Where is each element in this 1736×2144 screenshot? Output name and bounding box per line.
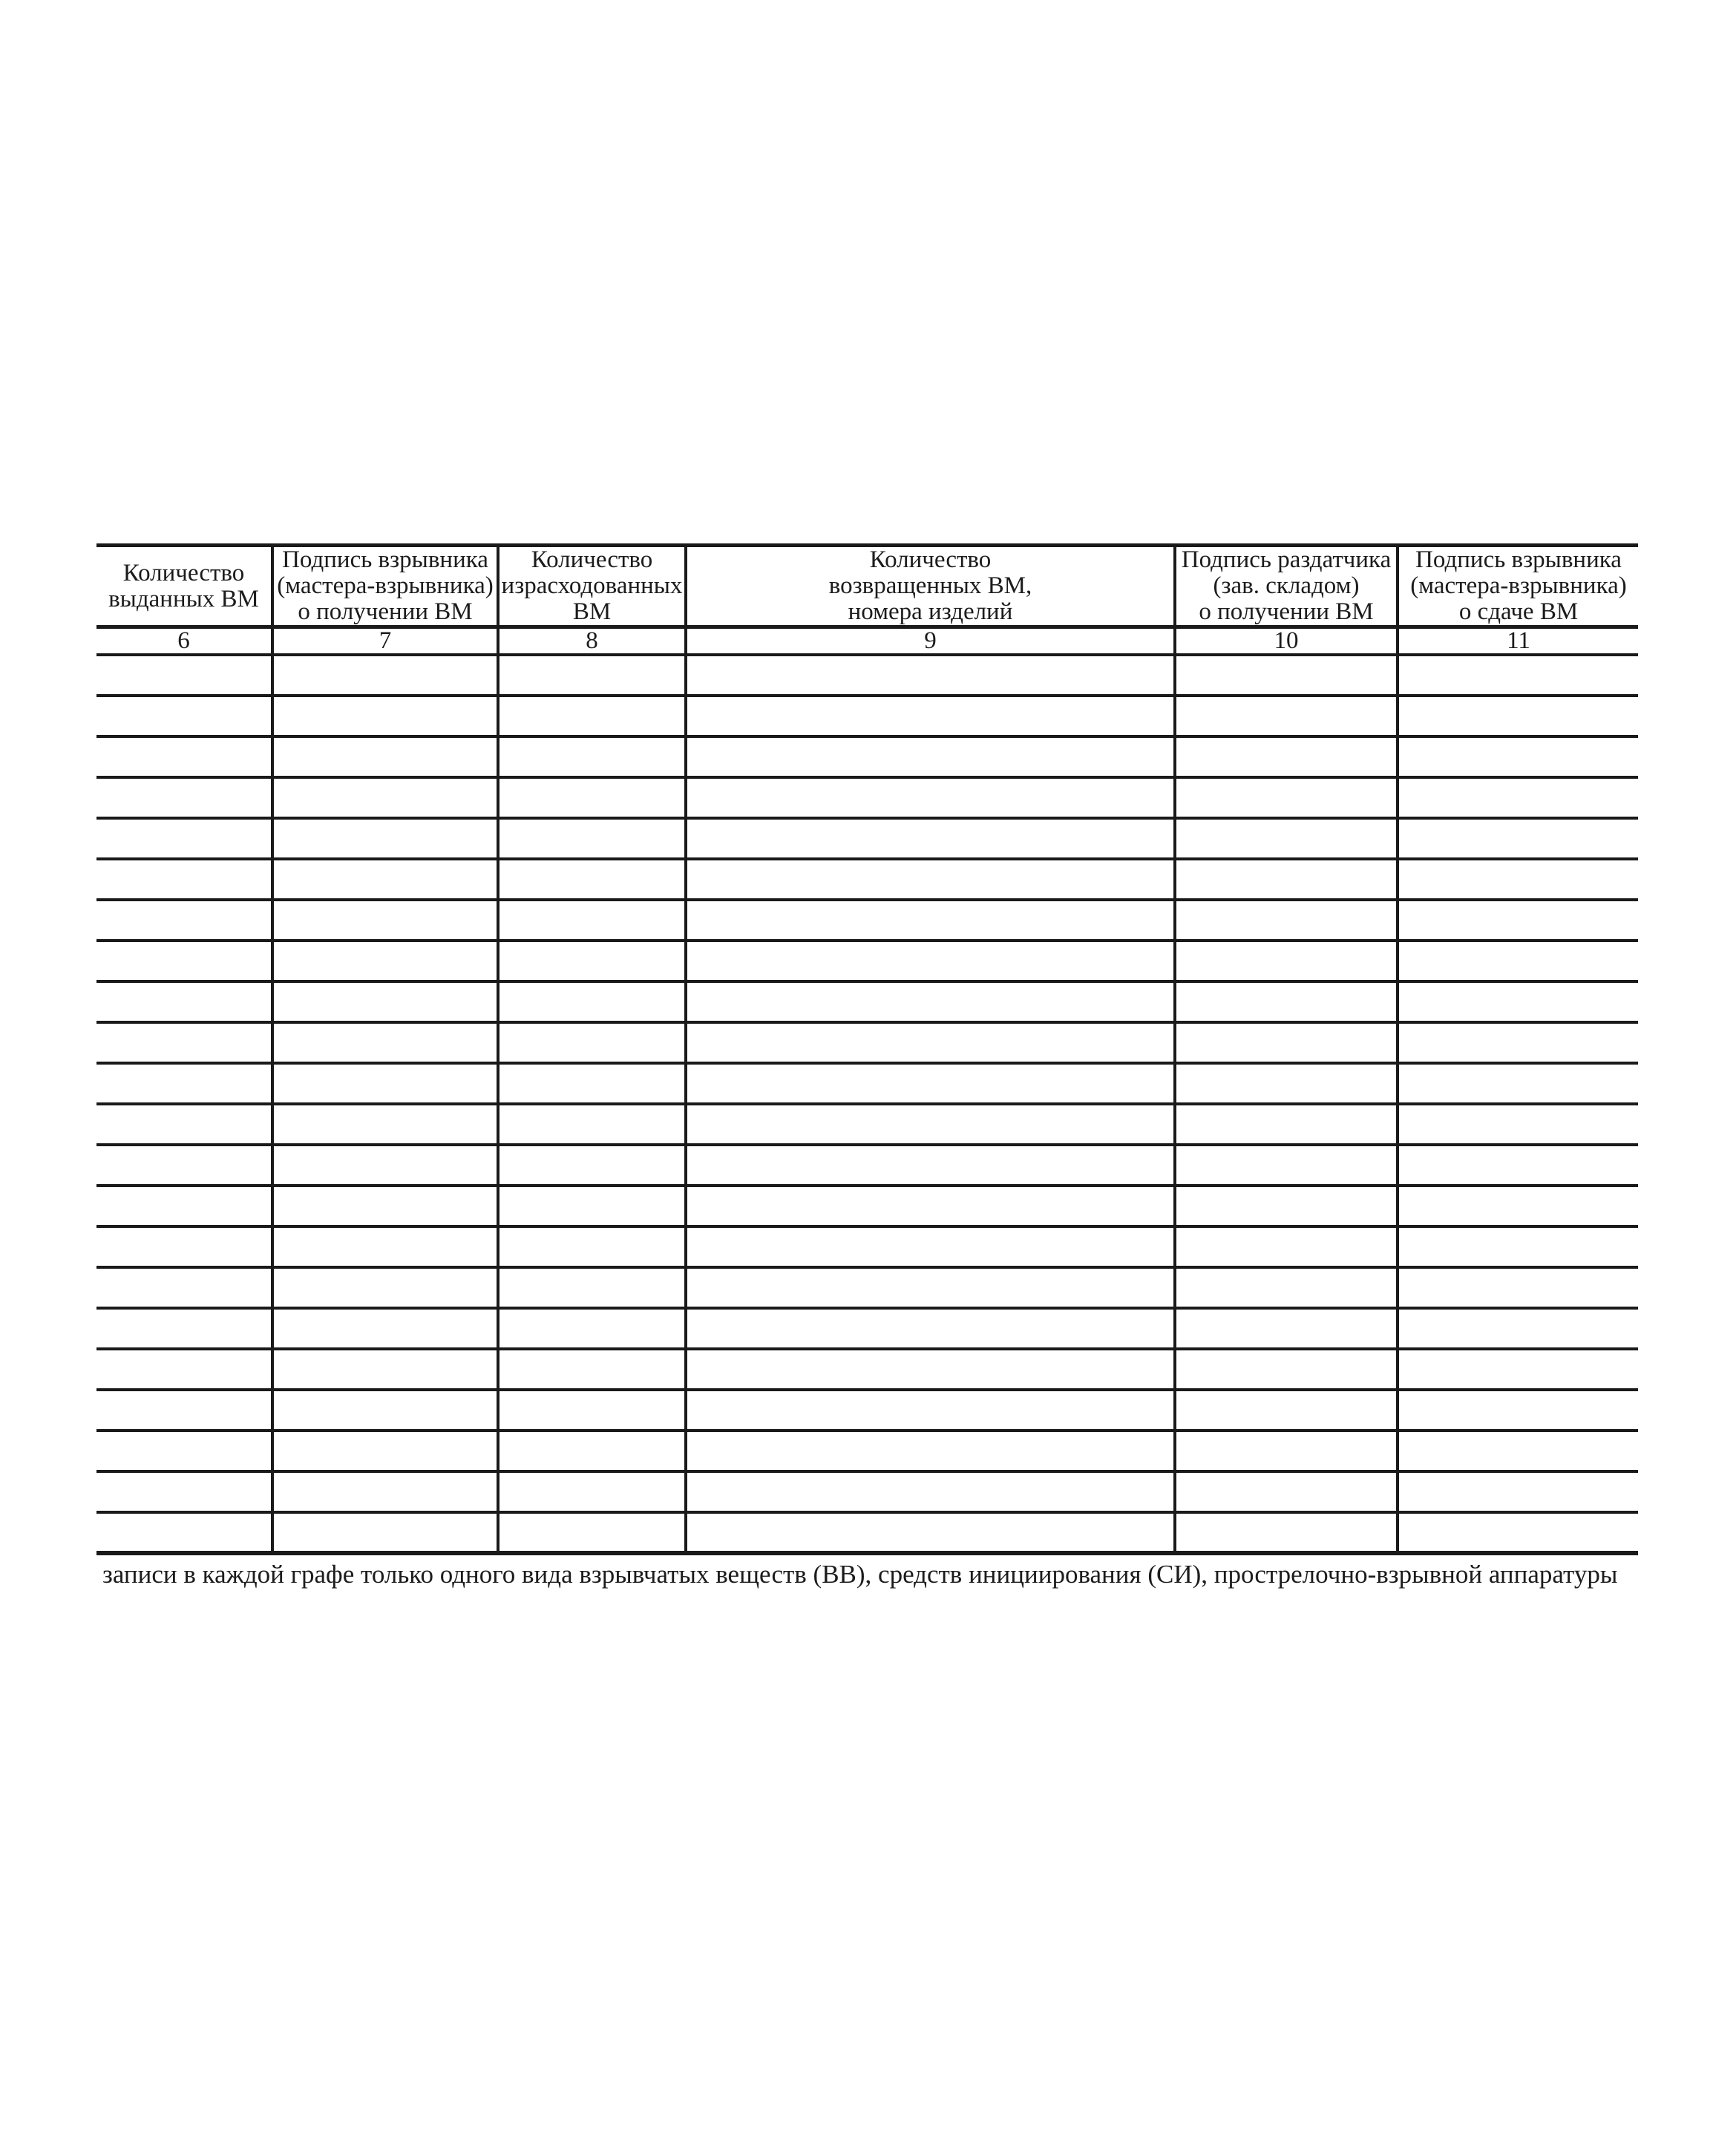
- empty-cell-col-6: [96, 1431, 272, 1471]
- empty-cell-col-8: [498, 1390, 686, 1431]
- empty-cell-col-10: [1175, 1022, 1398, 1063]
- empty-cell-col-8: [498, 859, 686, 900]
- empty-cell-col-9: [686, 1471, 1175, 1512]
- empty-cell-col-7: [272, 777, 498, 818]
- empty-cell-col-8: [498, 1226, 686, 1267]
- empty-cell-col-11: [1398, 1471, 1638, 1512]
- empty-cell-col-11: [1398, 1063, 1638, 1104]
- empty-cell-col-9: [686, 777, 1175, 818]
- empty-cell-col-11: [1398, 981, 1638, 1022]
- empty-cell-col-6: [96, 981, 272, 1022]
- empty-cell-col-9: [686, 1022, 1175, 1063]
- empty-cell-col-6: [96, 1063, 272, 1104]
- empty-cell-col-10: [1175, 1104, 1398, 1145]
- empty-cell-col-10: [1175, 1512, 1398, 1553]
- table-row: [96, 1390, 1638, 1431]
- empty-cell-col-7: [272, 900, 498, 941]
- empty-cell-col-8: [498, 1104, 686, 1145]
- empty-cell-col-11: [1398, 859, 1638, 900]
- empty-cell-col-6: [96, 900, 272, 941]
- empty-cell-col-7: [272, 1104, 498, 1145]
- table-row: [96, 1022, 1638, 1063]
- empty-cell-col-7: [272, 1390, 498, 1431]
- column-number-8: 8: [498, 627, 686, 656]
- empty-cell-col-7: [272, 736, 498, 777]
- empty-cell-col-6: [96, 1226, 272, 1267]
- column-header-line: израсходованных: [501, 572, 683, 599]
- column-header-line: (мастера-взрывника): [277, 572, 494, 599]
- empty-cell-col-10: [1175, 1267, 1398, 1308]
- empty-cell-col-6: [96, 1308, 272, 1349]
- empty-cell-col-11: [1398, 1267, 1638, 1308]
- column-header-line: Подпись взрывника: [1415, 546, 1622, 573]
- table-row: [96, 1063, 1638, 1104]
- column-header-10: [1175, 546, 1398, 627]
- empty-cell-col-9: [686, 1145, 1175, 1186]
- empty-cell-col-8: [498, 818, 686, 859]
- column-header-line: (зав. складом): [1213, 572, 1360, 599]
- table-row: [96, 859, 1638, 900]
- empty-cell-col-9: [686, 1431, 1175, 1471]
- empty-cell-col-7: [272, 1431, 498, 1471]
- table-row: [96, 1145, 1638, 1186]
- empty-cell-col-7: [272, 655, 498, 696]
- column-header-line: Количество: [531, 546, 653, 573]
- empty-cell-col-6: [96, 1022, 272, 1063]
- empty-cell-col-6: [96, 1390, 272, 1431]
- table-row: [96, 941, 1638, 981]
- column-number-11: 11: [1398, 627, 1638, 656]
- empty-cell-col-9: [686, 1512, 1175, 1553]
- column-header-11: [1398, 546, 1638, 627]
- column-number-9: 9: [686, 627, 1175, 656]
- empty-cell-col-9: [686, 1186, 1175, 1226]
- empty-cell-col-8: [498, 1267, 686, 1308]
- empty-cell-col-9: [686, 736, 1175, 777]
- empty-cell-col-8: [498, 941, 686, 981]
- empty-cell-col-8: [498, 900, 686, 941]
- empty-cell-col-9: [686, 818, 1175, 859]
- column-header-9: [686, 546, 1175, 627]
- empty-cell-col-7: [272, 1512, 498, 1553]
- empty-cell-col-10: [1175, 859, 1398, 900]
- table-body: [96, 655, 1638, 1553]
- column-header-line: (мастера-взрывника): [1410, 572, 1627, 599]
- empty-cell-col-11: [1398, 777, 1638, 818]
- empty-cell-col-10: [1175, 1145, 1398, 1186]
- empty-cell-col-7: [272, 941, 498, 981]
- empty-cell-col-7: [272, 1186, 498, 1226]
- table-row: [96, 1471, 1638, 1512]
- column-header-line: выданных ВМ: [108, 585, 259, 612]
- empty-cell-col-7: [272, 1308, 498, 1349]
- empty-cell-col-7: [272, 1022, 498, 1063]
- empty-cell-col-9: [686, 1267, 1175, 1308]
- empty-cell-col-8: [498, 1349, 686, 1390]
- empty-cell-col-6: [96, 859, 272, 900]
- table-row: [96, 1431, 1638, 1471]
- table-row: [96, 1308, 1638, 1349]
- column-header-line: о получении ВМ: [1199, 598, 1374, 625]
- empty-cell-col-9: [686, 900, 1175, 941]
- empty-cell-col-11: [1398, 1186, 1638, 1226]
- empty-cell-col-6: [96, 1267, 272, 1308]
- empty-cell-col-8: [498, 736, 686, 777]
- empty-cell-col-8: [498, 981, 686, 1022]
- table-row: [96, 900, 1638, 941]
- column-header-line: Количество: [122, 559, 245, 586]
- table-row: [96, 981, 1638, 1022]
- empty-cell-col-10: [1175, 1186, 1398, 1226]
- empty-cell-col-10: [1175, 941, 1398, 981]
- empty-cell-col-6: [96, 1186, 272, 1226]
- empty-cell-col-10: [1175, 736, 1398, 777]
- empty-cell-col-10: [1175, 655, 1398, 696]
- table-column-number-row: [96, 627, 1638, 656]
- empty-cell-col-8: [498, 1186, 686, 1226]
- empty-cell-col-7: [272, 1349, 498, 1390]
- empty-cell-col-8: [498, 696, 686, 736]
- column-header-line: о получении ВМ: [298, 598, 473, 625]
- empty-cell-col-8: [498, 1145, 686, 1186]
- empty-cell-col-6: [96, 941, 272, 981]
- table-row: [96, 696, 1638, 736]
- empty-cell-col-6: [96, 696, 272, 736]
- empty-cell-col-10: [1175, 777, 1398, 818]
- empty-cell-col-7: [272, 818, 498, 859]
- column-header-line: Подпись взрывника: [282, 546, 488, 573]
- empty-cell-col-6: [96, 1349, 272, 1390]
- empty-cell-col-8: [498, 1308, 686, 1349]
- empty-cell-col-11: [1398, 941, 1638, 981]
- column-header-line: номера изделий: [848, 598, 1013, 625]
- empty-cell-col-9: [686, 696, 1175, 736]
- empty-cell-col-11: [1398, 736, 1638, 777]
- empty-cell-col-10: [1175, 1226, 1398, 1267]
- empty-cell-col-10: [1175, 1308, 1398, 1349]
- empty-cell-col-10: [1175, 696, 1398, 736]
- empty-cell-col-11: [1398, 1349, 1638, 1390]
- empty-cell-col-7: [272, 1226, 498, 1267]
- footer-note: записи в каждой графе только одного вида взрывчатых веществ (ВВ), средств инициирования (СИ), прострелочно-взрывной аппаратуры: [102, 1560, 1618, 1589]
- table-row: [96, 1512, 1638, 1553]
- empty-cell-col-6: [96, 1104, 272, 1145]
- vm-issue-return-log-table: [96, 543, 1638, 1555]
- column-header-7: [272, 546, 498, 627]
- empty-cell-col-10: [1175, 818, 1398, 859]
- empty-cell-col-6: [96, 1471, 272, 1512]
- empty-cell-col-11: [1398, 1104, 1638, 1145]
- empty-cell-col-11: [1398, 1512, 1638, 1553]
- empty-cell-col-6: [96, 1145, 272, 1186]
- empty-cell-col-8: [498, 1512, 686, 1553]
- empty-cell-col-9: [686, 859, 1175, 900]
- table-row: [96, 736, 1638, 777]
- empty-cell-col-11: [1398, 1308, 1638, 1349]
- empty-cell-col-9: [686, 655, 1175, 696]
- empty-cell-col-7: [272, 1471, 498, 1512]
- empty-cell-col-11: [1398, 1431, 1638, 1471]
- column-header-line: Подпись раздатчика: [1181, 546, 1392, 573]
- empty-cell-col-9: [686, 1104, 1175, 1145]
- empty-cell-col-9: [686, 941, 1175, 981]
- empty-cell-col-7: [272, 981, 498, 1022]
- table-row: [96, 1186, 1638, 1226]
- table-row: [96, 1104, 1638, 1145]
- empty-cell-col-11: [1398, 1145, 1638, 1186]
- empty-cell-col-8: [498, 777, 686, 818]
- column-header-line: о сдаче ВМ: [1458, 598, 1579, 625]
- empty-cell-col-9: [686, 981, 1175, 1022]
- empty-cell-col-10: [1175, 1431, 1398, 1471]
- empty-cell-col-11: [1398, 1022, 1638, 1063]
- empty-cell-col-7: [272, 1267, 498, 1308]
- empty-cell-col-10: [1175, 1471, 1398, 1512]
- column-header-line: возвращенных ВМ,: [828, 572, 1032, 599]
- empty-cell-col-8: [498, 1022, 686, 1063]
- column-header-8: [498, 546, 686, 627]
- empty-cell-col-11: [1398, 900, 1638, 941]
- empty-cell-col-6: [96, 818, 272, 859]
- empty-cell-col-7: [272, 1063, 498, 1104]
- empty-cell-col-6: [96, 1512, 272, 1553]
- column-number-6: 6: [96, 627, 272, 656]
- empty-cell-col-10: [1175, 900, 1398, 941]
- empty-cell-col-9: [686, 1390, 1175, 1431]
- empty-cell-col-11: [1398, 1226, 1638, 1267]
- empty-cell-col-9: [686, 1226, 1175, 1267]
- empty-cell-col-9: [686, 1063, 1175, 1104]
- empty-cell-col-11: [1398, 696, 1638, 736]
- table-row: [96, 818, 1638, 859]
- column-header-line: Количество: [869, 546, 992, 573]
- empty-cell-col-6: [96, 736, 272, 777]
- empty-cell-col-8: [498, 1431, 686, 1471]
- table-header-row: [96, 546, 1638, 627]
- table-row: [96, 1267, 1638, 1308]
- column-number-7: 7: [272, 627, 498, 656]
- empty-cell-col-10: [1175, 1349, 1398, 1390]
- empty-cell-col-6: [96, 777, 272, 818]
- table-row: [96, 1226, 1638, 1267]
- table-row: [96, 777, 1638, 818]
- empty-cell-col-10: [1175, 1063, 1398, 1104]
- table-row: [96, 655, 1638, 696]
- empty-cell-col-7: [272, 1145, 498, 1186]
- empty-cell-col-6: [96, 655, 272, 696]
- empty-cell-col-11: [1398, 818, 1638, 859]
- empty-cell-col-8: [498, 655, 686, 696]
- table-row: [96, 1349, 1638, 1390]
- empty-cell-col-11: [1398, 1390, 1638, 1431]
- empty-cell-col-9: [686, 1308, 1175, 1349]
- empty-cell-col-10: [1175, 1390, 1398, 1431]
- empty-cell-col-7: [272, 696, 498, 736]
- empty-cell-col-10: [1175, 981, 1398, 1022]
- empty-cell-col-9: [686, 1349, 1175, 1390]
- column-header-line: ВМ: [572, 598, 612, 625]
- empty-cell-col-8: [498, 1063, 686, 1104]
- column-header-6: [96, 546, 272, 627]
- empty-cell-col-11: [1398, 655, 1638, 696]
- empty-cell-col-8: [498, 1471, 686, 1512]
- empty-cell-col-7: [272, 859, 498, 900]
- column-number-10: 10: [1175, 627, 1398, 656]
